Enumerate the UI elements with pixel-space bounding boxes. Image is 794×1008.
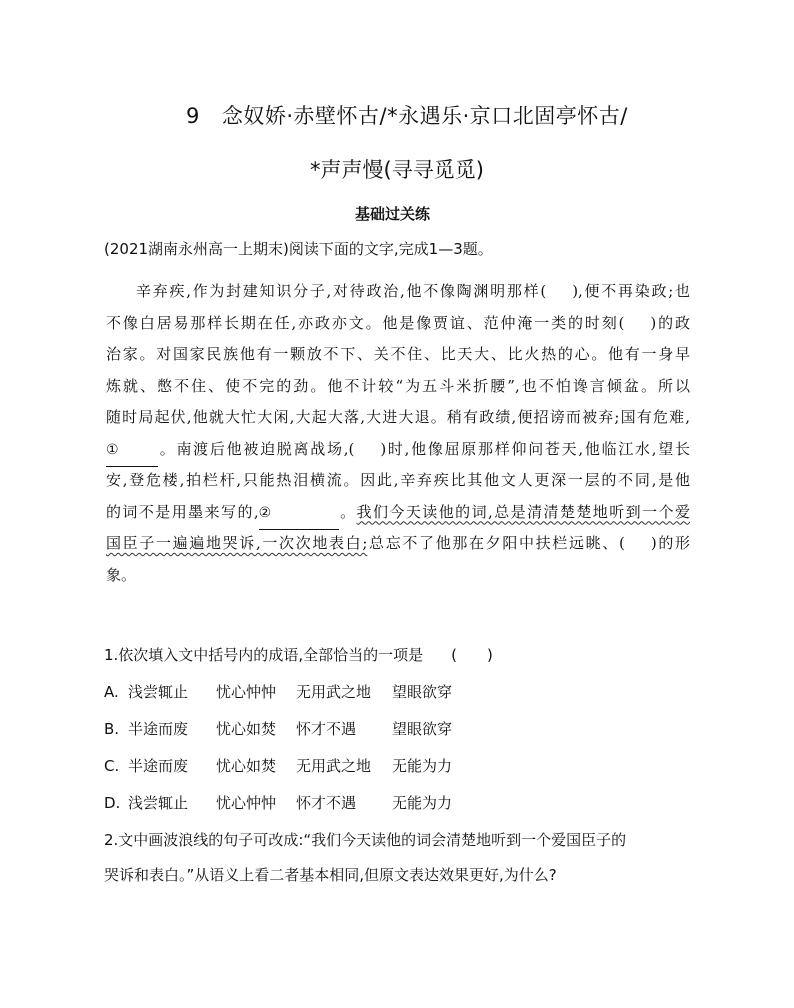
wavy-underlined-sentence: 国臣子一遍遍地哭诉,一次次地表白; [106,534,368,552]
option-a: A. 浅尝辄止 忧心忡忡 无用武之地 望眼欲穿 [104,683,453,701]
passage-line: 炼就、憋不住、使不完的劲。他不计较“为五斗米折腰”,也不怕谗言倾盆。所以 [106,376,690,395]
option-d: D. 浅尝辄止 忧心忡忡 怀才不遇 无能为力 [104,794,453,812]
lesson-title-line2: *声声慢(寻寻觅觅) [310,158,484,182]
passage-line: 不像白居易那样长期在任,亦政亦文。他是像贾谊、范仲淹一类的时刻( )的政 [106,313,691,332]
question-2-line2: 哭诉和表白。”从语义上看二者基本相同,但原文表达效果更好,为什么? [104,866,557,884]
option-c: C. 半途而废 忧心如焚 无用武之地 无能为力 [104,757,453,775]
source-note: (2021湖南永州高一上期末)阅读下面的文字,完成1—3题。 [104,240,493,258]
section-heading: 基础过关练 [355,205,431,223]
passage-line: 安,登危楼,拍栏杆,只能热泪横流。因此,辛弃疾比其他文人更深一层的不同,是他 [106,471,690,489]
answer-paren: ( ) [451,646,493,664]
wavy-underlined-sentence: 我们今天读他的词,总是清清楚楚地听到一个爱 [356,502,690,521]
blank-1: ① [106,435,158,468]
passage-line: ① 。南渡后他被迫脱离战场,( )时,他像屈原那样仰问苍天,他临江水,望长 [106,434,690,466]
reading-passage [106,276,690,591]
option-b: B. 半途而废 忧心如焚 怀才不遇 望眼欲穿 [104,720,453,738]
lesson-title [186,100,628,130]
blank-2: ② [259,498,339,531]
lesson-number: 9 [186,104,200,128]
passage-line: 象。 [106,565,137,584]
question-2-line1: 2.文中画波浪线的句子可改成:“我们今天读他的词会清楚地听到一个爱国臣子的 [104,831,627,849]
lesson-title-line1: 念奴娇·赤壁怀古/*永遇乐·京口北固亭怀古/ [221,104,628,128]
passage-line: 辛弃疾,作为封建知识分子,对待政治,他不像陶渊明那样( ),便不再染政;也 [136,282,690,300]
passage-line: 国臣子一遍遍地哭诉,一次次地表白;总忘不了他那在夕阳中扶栏远眺、( )的形 [106,534,690,552]
passage-line: 的词不是用墨来写的,② 。我们今天读他的词,总是清清楚楚地听到一个爱 [106,497,690,529]
question-1 [104,644,493,665]
passage-line: 随时局起伏,他就大忙大闲,大起大落,大进大退。稍有政绩,便招谤而被弃;国有危难, [106,408,690,426]
passage-line: 治家。对国家民族他有一颗放不下、关不住、比天大、比火热的心。他有一身早 [106,345,690,363]
question-1-stem: 1.依次填入文中括号内的成语,全部恰当的一项是 [104,646,424,664]
